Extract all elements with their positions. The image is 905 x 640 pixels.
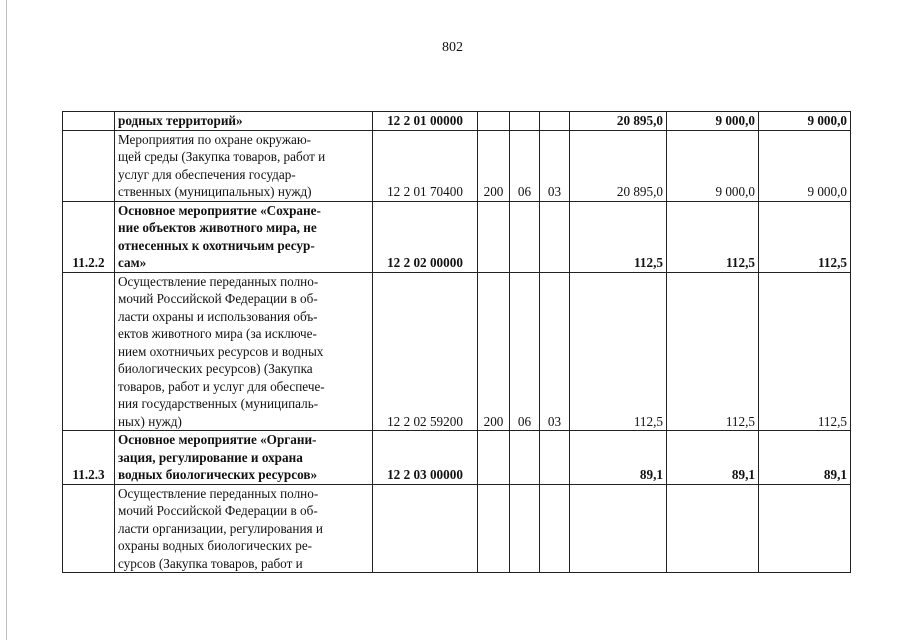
section-cell: 06 <box>510 130 540 201</box>
table-row <box>63 112 851 131</box>
expense-type-cell <box>478 201 510 272</box>
row-name-cell: Основное мероприятие «Сохране- ние объектов животного мира, не отнесенных к охотничьим ресур- сам» <box>115 201 373 272</box>
amount-year2-cell: 9 000,0 <box>667 130 759 201</box>
amount-year3-cell: 112,5 <box>759 272 851 431</box>
row-number-cell <box>63 130 115 201</box>
expense-type-cell <box>478 112 510 131</box>
amount-year2-cell <box>667 484 759 573</box>
amount-year1-cell: 20 895,0 <box>570 112 667 131</box>
row-name-cell: Мероприятия по охране окружаю- щей среды (Закупка товаров, работ и услуг для обеспечения государ- ственных (муниципальных) нужд) <box>115 130 373 201</box>
expense-type-cell: 200 <box>478 272 510 431</box>
subsection-cell: 03 <box>540 130 570 201</box>
row-number-cell <box>63 112 115 131</box>
table-row <box>63 130 851 201</box>
row-number-cell: 11.2.3 <box>63 431 115 485</box>
row-name-cell: родных территорий» <box>115 112 373 131</box>
table-row <box>63 431 851 485</box>
section-cell <box>510 201 540 272</box>
table-row <box>63 484 851 573</box>
amount-year3-cell <box>759 484 851 573</box>
section-cell <box>510 431 540 485</box>
amount-year3-cell: 9 000,0 <box>759 130 851 201</box>
section-cell <box>510 112 540 131</box>
amount-year2-cell: 112,5 <box>667 201 759 272</box>
amount-year3-cell: 112,5 <box>759 201 851 272</box>
subsection-cell <box>540 431 570 485</box>
expense-type-cell <box>478 484 510 573</box>
budget-table <box>62 111 851 573</box>
row-name-cell: Основное мероприятие «Органи- зация, регулирование и охрана водных биологических ресурсов» <box>115 431 373 485</box>
amount-year1-cell: 112,5 <box>570 201 667 272</box>
subsection-cell <box>540 201 570 272</box>
amount-year1-cell: 89,1 <box>570 431 667 485</box>
target-code-cell: 12 2 02 00000 <box>373 201 478 272</box>
target-code-cell: 12 2 01 00000 <box>373 112 478 131</box>
expense-type-cell: 200 <box>478 130 510 201</box>
target-code-cell <box>373 484 478 573</box>
target-code-cell: 12 2 02 59200 <box>373 272 478 431</box>
amount-year2-cell: 89,1 <box>667 431 759 485</box>
table-row <box>63 272 851 431</box>
row-name-cell: Осуществление переданных полно- мочий Российской Федерации в об- ласти организации, регулирования и охраны водных биологических ре- сурсов (Закупка товаров, работ и <box>115 484 373 573</box>
page-edge-rule <box>6 0 7 640</box>
subsection-cell <box>540 484 570 573</box>
row-number-cell: 11.2.2 <box>63 201 115 272</box>
subsection-cell <box>540 112 570 131</box>
amount-year2-cell: 112,5 <box>667 272 759 431</box>
section-cell <box>510 484 540 573</box>
row-number-cell <box>63 272 115 431</box>
target-code-cell: 12 2 01 70400 <box>373 130 478 201</box>
row-name-cell: Осуществление переданных полно- мочий Российской Федерации в об- ласти охраны и использования объ- ектов животного мира (за исключе- нием охотничьих ресурсов и водных биологических ресурсов) (Закупка товаров, работ и услуг для обеспече- ния государственных (муниципаль- ных) нужд) <box>115 272 373 431</box>
row-number-cell <box>63 484 115 573</box>
target-code-cell: 12 2 03 00000 <box>373 431 478 485</box>
table-body <box>63 112 851 573</box>
page-number: 802 <box>442 40 463 55</box>
amount-year1-cell: 112,5 <box>570 272 667 431</box>
amount-year2-cell: 9 000,0 <box>667 112 759 131</box>
amount-year1-cell: 20 895,0 <box>570 130 667 201</box>
expense-type-cell <box>478 431 510 485</box>
amount-year3-cell: 89,1 <box>759 431 851 485</box>
amount-year1-cell <box>570 484 667 573</box>
amount-year3-cell: 9 000,0 <box>759 112 851 131</box>
subsection-cell: 03 <box>540 272 570 431</box>
table-row <box>63 201 851 272</box>
section-cell: 06 <box>510 272 540 431</box>
